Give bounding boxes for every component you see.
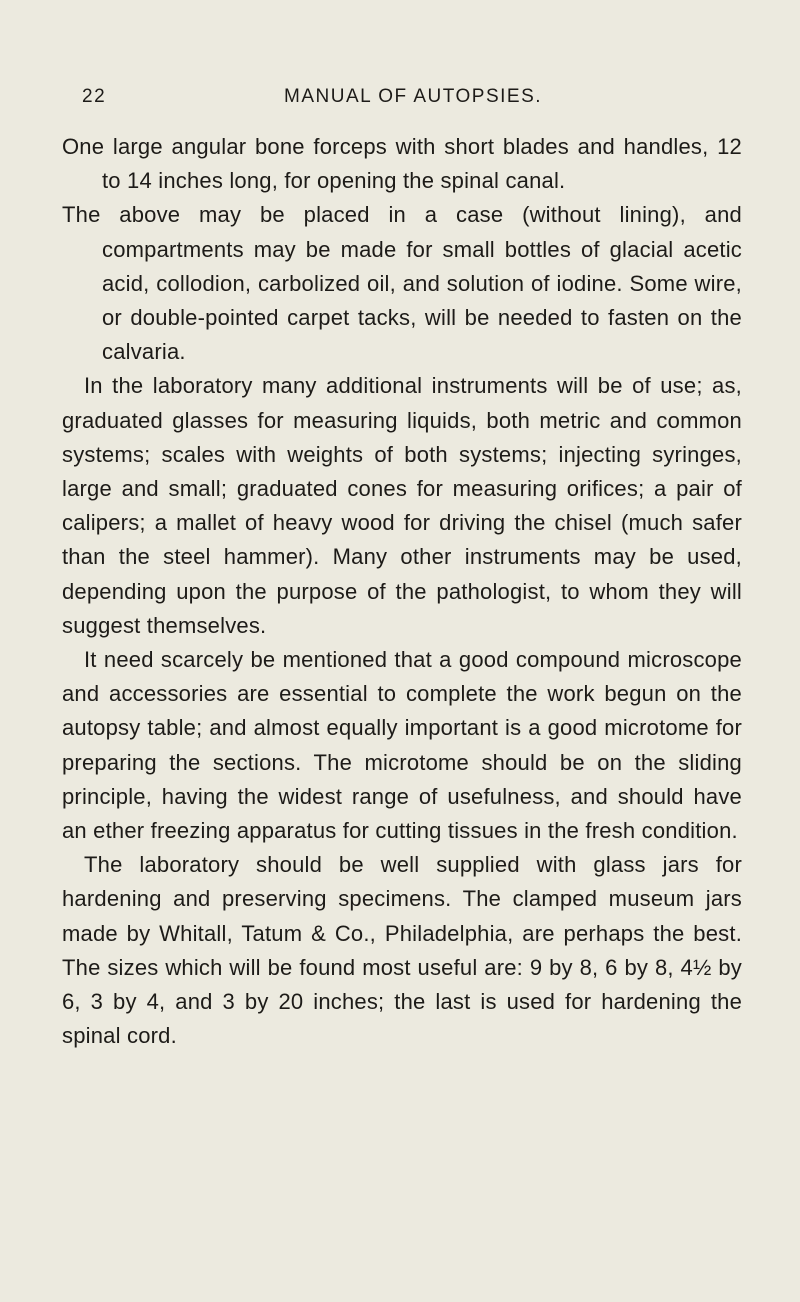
paragraph-glass-jars: The laboratory should be well supplied with glass jars for hardening and preserving specimens. The clamped museum jars made by Whitall, Tatum & Co., Philadelphia, are perhaps the best. The sizes which will be found most useful are: 9 by 8, 6 by 8, 4½ by 6, 3 by 4, and 3 by 20 inches; the last is used for hardening the spinal cord.	[62, 852, 742, 1049]
body-text	[62, 130, 742, 1053]
running-title: MANUAL OF AUTOPSIES.	[284, 86, 543, 107]
paragraph-bone-forceps: One large angular bone forceps with short blades and handles, 12 to 14 inches long, for opening the spinal canal.	[62, 134, 742, 194]
paragraph-case-compartments: The above may be placed in a case (without lining), and compartments may be made for small bottles of glacial acetic acid, collodion, carbolized oil, and solution of iodine. Some wire, or double-pointed carpet tacks, will be needed to fasten on the calvaria.	[62, 202, 742, 365]
page-number: 22	[82, 86, 107, 107]
paragraph-microscope-microtome: It need scarcely be mentioned that a good compound microscope and accessories are essential to complete the work begun on the autopsy table; and almost equally important is a good microtome for preparing the sections. The microtome should be on the sliding principle, having the widest range of usefulness, and should have an ether freezing apparatus for cutting tissues in the fresh condition.	[62, 647, 742, 844]
page-header	[0, 86, 800, 116]
paragraph-laboratory-instruments: In the laboratory many additional instruments will be of use; as, graduated glasses for measuring liquids, both metric and common systems; scales with weights of both systems; injecting syringes, large and small; graduated cones for measuring orifices; a pair of calipers; a mallet of heavy wood for driving the chisel (much safer than the steel hammer). Many other instruments may be used, depending upon the purpose of the pathologist, to whom they will suggest themselves.	[62, 373, 742, 638]
